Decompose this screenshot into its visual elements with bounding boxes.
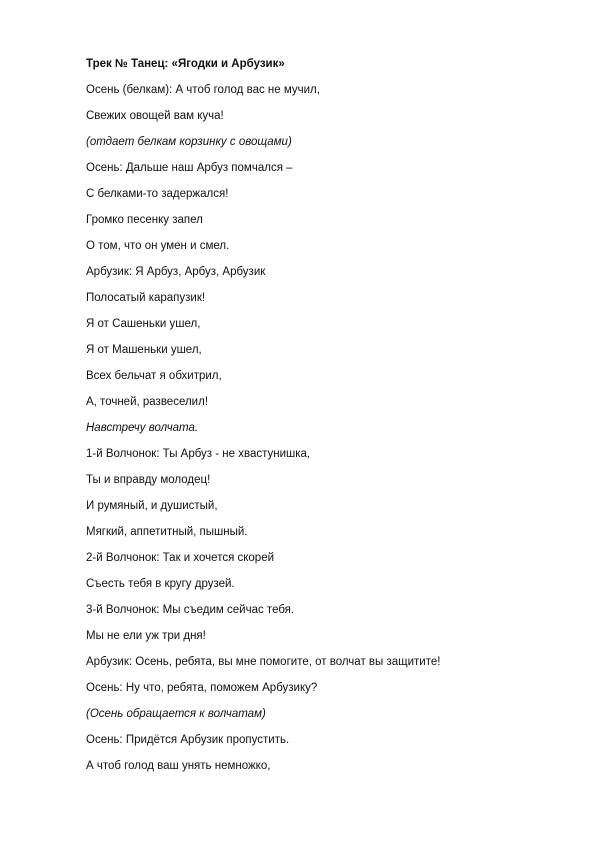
text-line: Осень: Дальше наш Арбуз помчался – xyxy=(86,162,293,174)
text-line: Я от Машеньки ушел, xyxy=(86,344,202,356)
text-line: Осень: Ну что, ребята, поможем Арбузику? xyxy=(86,682,318,694)
text-line: И румяный, и душистый, xyxy=(86,500,218,512)
stage-direction: (отдает белкам корзинку с овощами) xyxy=(86,136,292,148)
stage-direction: (Осень обращается к волчатам) xyxy=(86,708,266,720)
text-line: 3-й Волчонок: Мы съедим сейчас тебя. xyxy=(86,604,295,616)
text-line: Свежих овощей вам куча! xyxy=(86,110,224,122)
script-text xyxy=(86,57,566,785)
text-line: С белками-то задержался! xyxy=(86,188,229,200)
text-line: Громко песенку запел xyxy=(86,214,203,226)
stage-direction: Навстречу волчата. xyxy=(86,422,199,434)
text-line: Съесть тебя в кругу друзей. xyxy=(86,578,235,590)
text-line: Арбузик: Осень, ребята, вы мне помогите, от волчат вы защитите! xyxy=(86,656,441,668)
text-line: А, точней, развеселил! xyxy=(86,396,209,408)
text-line: 2-й Волчонок: Так и хочется скорей xyxy=(86,552,275,564)
text-line: Всех бельчат я обхитрил, xyxy=(86,370,222,382)
text-line: Мягкий, аппетитный, пышный. xyxy=(86,526,248,538)
text-line: Я от Сашеньки ушел, xyxy=(86,318,201,330)
text-line: Осень: Придётся Арбузик пропустить. xyxy=(86,734,290,746)
text-line: Ты и вправду молодец! xyxy=(86,474,211,486)
text-line: Полосатый карапузик! xyxy=(86,292,206,304)
text-line: 1-й Волчонок: Ты Арбуз - не хвастунишка, xyxy=(86,448,311,460)
track-heading: Трек № Танец: «Ягодки и Арбузик» xyxy=(86,58,285,70)
text-line: А чтоб голод ваш унять немножко, xyxy=(86,760,271,772)
text-line: Осень (белкам): А чтоб голод вас не мучил, xyxy=(86,84,320,96)
text-line: Арбузик: Я Арбуз, Арбуз, Арбузик xyxy=(86,266,266,278)
text-line: О том, что он умен и смел. xyxy=(86,240,230,252)
text-line: Мы не ели уж три дня! xyxy=(86,630,206,642)
